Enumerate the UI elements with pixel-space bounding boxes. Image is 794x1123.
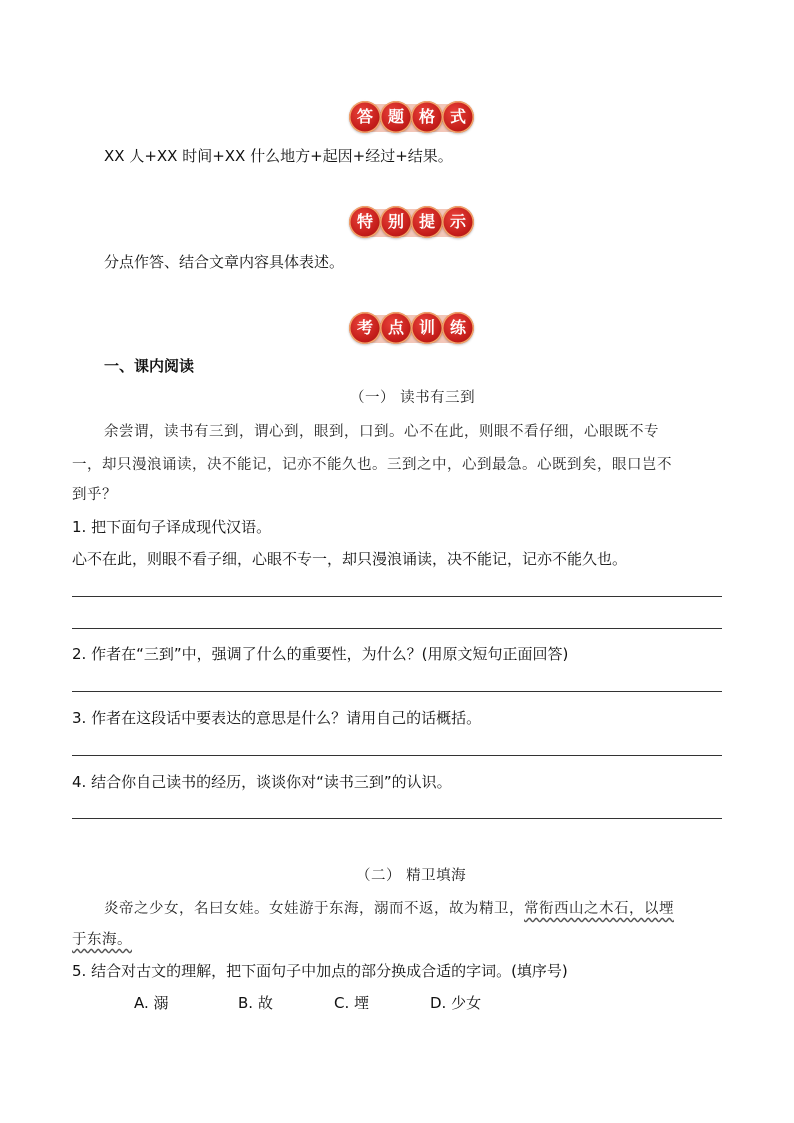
question-2: 2. 作者在“三到”中，强调了什么的重要性，为什么？(用原文短句正面回答) — [72, 645, 569, 663]
passage-text: 炎帝之少女，名曰女娃。女娃游于东海，溺而不返，故为精卫， — [104, 901, 524, 917]
badge-char: 答 — [349, 101, 381, 133]
answer-line[interactable] — [72, 818, 722, 819]
badge-char: 格 — [411, 101, 443, 133]
badge-char: 题 — [380, 101, 412, 133]
question-1-sentence: 心不在此，则眼不看子细，心眼不专一，却只漫浪诵读，决不能记，记亦不能久也。 — [72, 550, 628, 568]
passage-line: 到乎？ — [72, 487, 117, 503]
badge-char: 别 — [380, 206, 412, 238]
option-b[interactable]: B. 故 — [238, 994, 273, 1012]
wavy-underlined-text: 于东海。 — [72, 932, 132, 948]
badge-char: 考 — [349, 312, 381, 344]
option-a[interactable]: A. 溺 — [134, 994, 169, 1012]
option-c[interactable]: C. 堙 — [334, 994, 370, 1012]
heading-badge-special-tip — [349, 203, 477, 243]
badge-char: 提 — [411, 206, 443, 238]
answer-format-text: XX 人+XX 时间+XX 什么地方+起因+经过+结果。 — [104, 147, 453, 165]
badge-char: 练 — [442, 312, 474, 344]
passage-line: 余尝谓，读书有三到，谓心到，眼到，口到。心不在此，则眼不看仔细，心眼既不专 — [104, 424, 659, 440]
option-d[interactable]: D. 少女 — [430, 994, 482, 1012]
answer-line[interactable] — [72, 755, 722, 756]
part-heading: 一、课内阅读 — [104, 357, 195, 375]
passage-title-1: （一） 读书有三到 — [350, 390, 476, 406]
question-1: 1. 把下面句子译成现代汉语。 — [72, 518, 272, 536]
badge-char: 示 — [442, 206, 474, 238]
heading-badge-answer-format — [349, 98, 477, 138]
answer-line[interactable] — [72, 691, 722, 692]
passage-line — [72, 930, 132, 950]
answer-line[interactable] — [72, 628, 722, 629]
heading-badge-training — [349, 309, 477, 349]
passage-line: 一，却只漫浪诵读，决不能记，记亦不能久也。三到之中，心到最急。心既到矣，眼口岂不 — [72, 457, 672, 473]
passage-line — [104, 899, 674, 919]
badge-char: 式 — [442, 101, 474, 133]
badge-char: 训 — [411, 312, 443, 344]
question-5: 5. 结合对古文的理解，把下面句子中加点的部分换成合适的字词。(填序号) — [72, 962, 568, 980]
question-4: 4. 结合你自己读书的经历，谈谈你对“读书三到”的认识。 — [72, 773, 452, 791]
badge-char: 点 — [380, 312, 412, 344]
question-3: 3. 作者在这段话中要表达的意思是什么？请用自己的话概括。 — [72, 709, 482, 727]
wavy-underlined-text: 常衔西山之木石，以堙 — [524, 901, 674, 917]
badge-char: 特 — [349, 206, 381, 238]
passage-title-2: （二） 精卫填海 — [356, 868, 467, 884]
special-tip-text: 分点作答、结合文章内容具体表述。 — [104, 253, 345, 271]
answer-line[interactable] — [72, 596, 722, 597]
option-list — [134, 993, 481, 1013]
